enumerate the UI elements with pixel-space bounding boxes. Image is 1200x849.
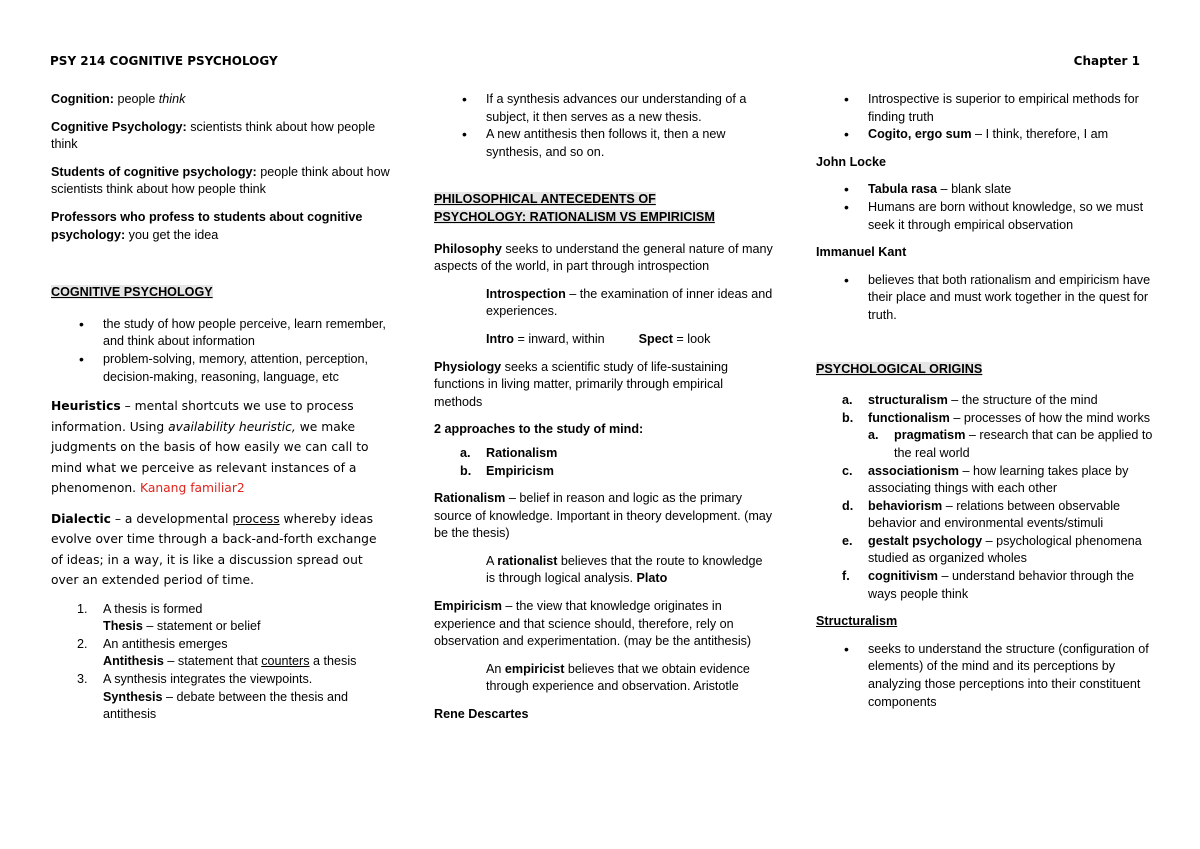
kant-bullets [816, 272, 1156, 325]
list-item: a. pragmatism – research that can be applied to the real world [868, 428, 1153, 460]
empiricist-def: An empiricist believes that we obtain evidence through experience and observation. Aristotle [486, 661, 750, 694]
section-title-psychological-origins: PSYCHOLOGICAL ORIGINS [816, 361, 983, 376]
cogpsy-bullets [51, 316, 391, 386]
cognition-def: Cognition: people think [51, 92, 186, 106]
list-item: e. gestalt psychology – psychological phenomena studied as organized wholes [842, 533, 1142, 566]
origins-list [816, 392, 1156, 603]
list-item: b. Empiricism [460, 463, 554, 478]
list-item: a. Rationalism [460, 445, 558, 460]
rationalist-def: A rationalist believes that the route to knowledge is through logical analysis. Plato [486, 553, 763, 586]
list-item: a. structuralism – the structure of the mind [842, 393, 1098, 408]
approaches-label: 2 approaches to the study of mind: [434, 422, 644, 437]
list-item: • problem-solving, memory, attention, perception, decision-making, reasoning, language, etc [103, 351, 391, 386]
column-3 [816, 91, 1156, 721]
list-item: c. associationism – how learning takes place by associating things with each other [842, 463, 1129, 496]
locke-heading: John Locke [816, 154, 886, 169]
dialectic-steps [51, 601, 391, 724]
course-header: PSY 214 COGNITIVE PSYCHOLOGY [50, 54, 278, 68]
synthesis-bullets [434, 91, 774, 161]
list-item: • seeks to understand the structure (configuration of elements) of the mind and its perceptions by analyzing those perceptions into their constituent components [868, 641, 1156, 711]
profs-def: Professors who profess to students about cognitive psychology: you get the idea [51, 209, 363, 242]
physiology-def: Physiology seeks a scientific study of life-sustaining functions in living matter, primarily through empirical methods [434, 359, 728, 409]
rationalism-def: Rationalism – belief in reason and logic as the primary source of knowledge. Important in theory development. (may be the thesis) [434, 491, 773, 541]
list-item: • believes that both rationalism and empiricism have their place and must work together in the quest for truth. [868, 272, 1156, 325]
empiricism-def: Empiricism – the view that knowledge originates in experience and that science should, therefore, rely on observation and experimentation. (may be the antithesis) [434, 599, 752, 649]
list-item: • Introspective is superior to empirical methods for finding truth [868, 91, 1156, 126]
column-2 [434, 91, 774, 734]
kant-heading: Immanuel Kant [816, 245, 907, 260]
nested-origins-list [868, 427, 1156, 462]
structuralism-heading: Structuralism [816, 614, 898, 629]
list-item: 3. A synthesis integrates the viewpoints. Synthesis – debate between the thesis and antithesis [77, 672, 349, 722]
intro-spect-def: Intro = inward, within Spect = look [486, 331, 711, 346]
structuralism-bullets [816, 641, 1156, 711]
approaches-list [434, 445, 774, 480]
heuristics-def: Heuristics – mental shortcuts we use to process information. Using availability heuristic, we make judgments on the basis of how easily we can call to mind what we perceive as relevant instances of a phenomenon. Kanang familiar2 [51, 399, 369, 496]
cogpsy-def: Cognitive Psychology: scientists think about how people think [51, 119, 376, 152]
philosophy-def: Philosophy seeks to understand the general nature of many aspects of the world, in part through introspection [434, 241, 773, 274]
list-item: • If a synthesis advances our understanding of a subject, it then serves as a new thesis. [486, 91, 774, 126]
introspection-def: Introspection – the examination of inner ideas and experiences. [486, 286, 773, 319]
list-item: • A new antithesis then follows it, then a new synthesis, and so on. [486, 126, 774, 161]
section-title-philosophical: PHILOSOPHICAL ANTECEDENTS OF PSYCHOLOGY: RATIONALISM VS EMPIRICISM [434, 192, 715, 224]
chapter-header: Chapter 1 [1073, 54, 1140, 68]
list-item: • Humans are born without knowledge, so we must seek it through empirical observation [868, 199, 1156, 234]
descartes-heading: Rene Descartes [434, 707, 529, 722]
column-1 [51, 91, 391, 734]
students-def: Students of cognitive psychology: people think about how scientists think about how people think [51, 164, 390, 197]
list-item: 2. An antithesis emerges Antithesis – statement that counters a thesis [77, 636, 357, 669]
locke-bullets [816, 181, 1156, 234]
list-item: d. behaviorism – relations between observable behavior and environmental events/stimuli [842, 498, 1121, 531]
list-item: b. functionalism – processes of how the mind works a. pragmatism – research that can be applied to the real world [868, 410, 1156, 463]
list-item: f. cognitivism – understand behavior through the ways people think [842, 569, 1135, 601]
list-item: • Cogito, ergo sum – I think, therefore, I am [868, 126, 1156, 144]
list-item: • Tabula rasa – blank slate [868, 181, 1156, 199]
section-title-cognitive-psychology: COGNITIVE PSYCHOLOGY [51, 285, 213, 300]
dialectic-def: Dialectic – a developmental process whereby ideas evolve over time through a back-and-forth exchange of ideas; in a way, it is like a discussion spread out over an extended period of time. [51, 511, 377, 588]
descartes-bullets [816, 91, 1156, 144]
list-item: 1. A thesis is formed Thesis – statement or belief [77, 601, 261, 634]
list-item: • the study of how people perceive, learn remember, and think about information [103, 316, 391, 351]
